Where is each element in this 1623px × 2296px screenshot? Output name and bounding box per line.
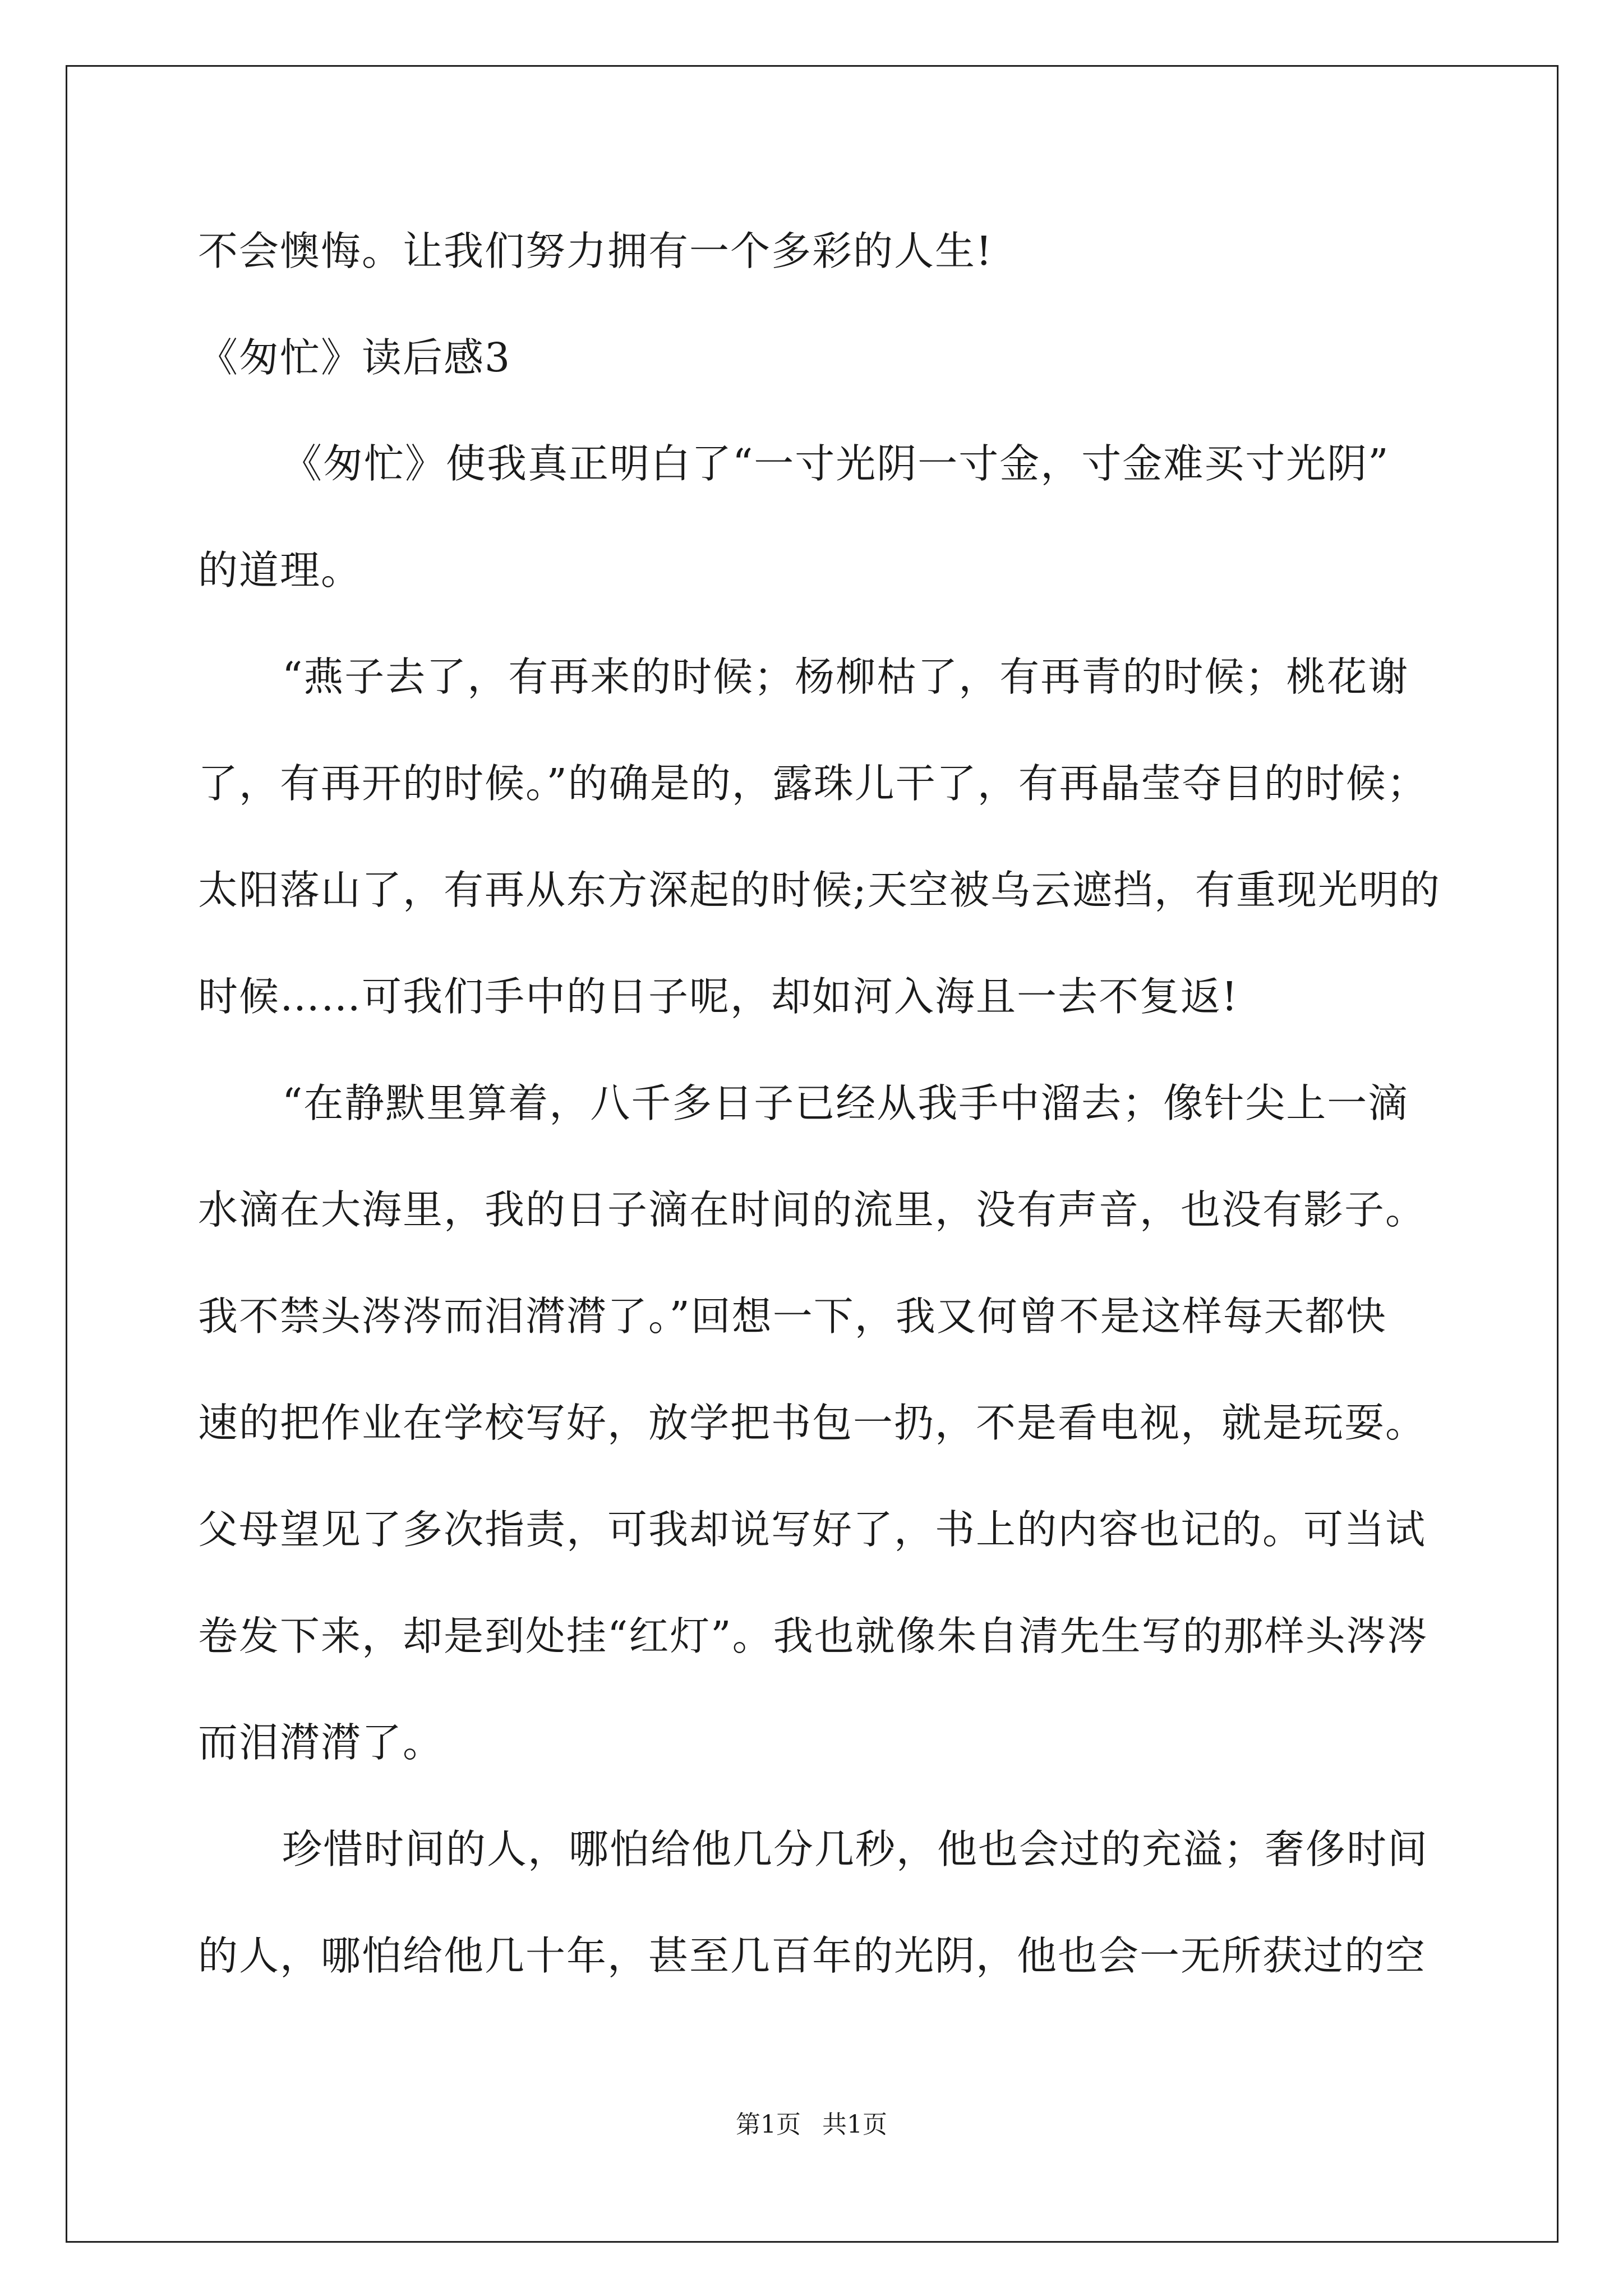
paragraph-line: 不会懊悔。让我们努力拥有一个多彩的人生! (198, 228, 993, 274)
paragraph-line: 卷发下来，却是到处挂“红灯”。我也就像朱自清先生写的那样头涔涔 (198, 1613, 1428, 1659)
paragraph-line: 我不禁头涔涔而泪潸潸了。”回想一下，我又何曾不是这样每天都快 (198, 1293, 1387, 1340)
page-number: 第1页 (736, 2110, 801, 2139)
paragraph-line: 父母望见了多次指责，可我却说写好了，书上的内容也记的。可当试 (198, 1506, 1427, 1553)
paragraph-line: 了，有再开的时候。”的确是的，露珠儿干了，有再晶莹夺目的时候； (198, 760, 1428, 807)
paragraph-line: 《匆忙》使我真正明白了“一寸光阴一寸金，寸金难买寸光阴” (282, 440, 1390, 487)
paragraph-line: 速的把作业在学校写好，放学把书包一扔，不是看电视，就是玩耍。 (198, 1400, 1427, 1446)
section-heading: 《匆忙》读后感3 (198, 334, 511, 381)
paragraph-line: “燕子去了，有再来的时候；杨柳枯了，有再青的时候；桃花谢 (282, 654, 1409, 700)
paragraph-line: 时候……可我们手中的日子呢，却如河入海且一去不复返! (198, 973, 1239, 1020)
page-total: 共1页 (822, 2110, 887, 2139)
page-frame (66, 65, 1559, 2243)
paragraph-line: 的道理。 (198, 547, 362, 593)
paragraph-line: 珍惜时间的人，哪怕给他几分几秒，他也会过的充溢；奢侈时间 (282, 1826, 1429, 1872)
paragraph-line: “在静默里算着，八千多日子已经从我手中溜去；像针尖上一滴 (282, 1080, 1409, 1126)
paragraph-line: 太阳落山了，有再从东方深起的时候;天空被乌云遮挡，有重现光明的 (198, 867, 1441, 913)
page-footer (0, 2108, 1623, 2142)
paragraph-line: 水滴在大海里，我的日子滴在时间的流里，没有声音，也没有影子。 (198, 1186, 1427, 1233)
paragraph-line: 的人，哪怕给他几十年，甚至几百年的光阴，他也会一无所获过的空 (198, 1932, 1427, 1979)
paragraph-line: 而泪潸潸了。 (198, 1719, 444, 1766)
